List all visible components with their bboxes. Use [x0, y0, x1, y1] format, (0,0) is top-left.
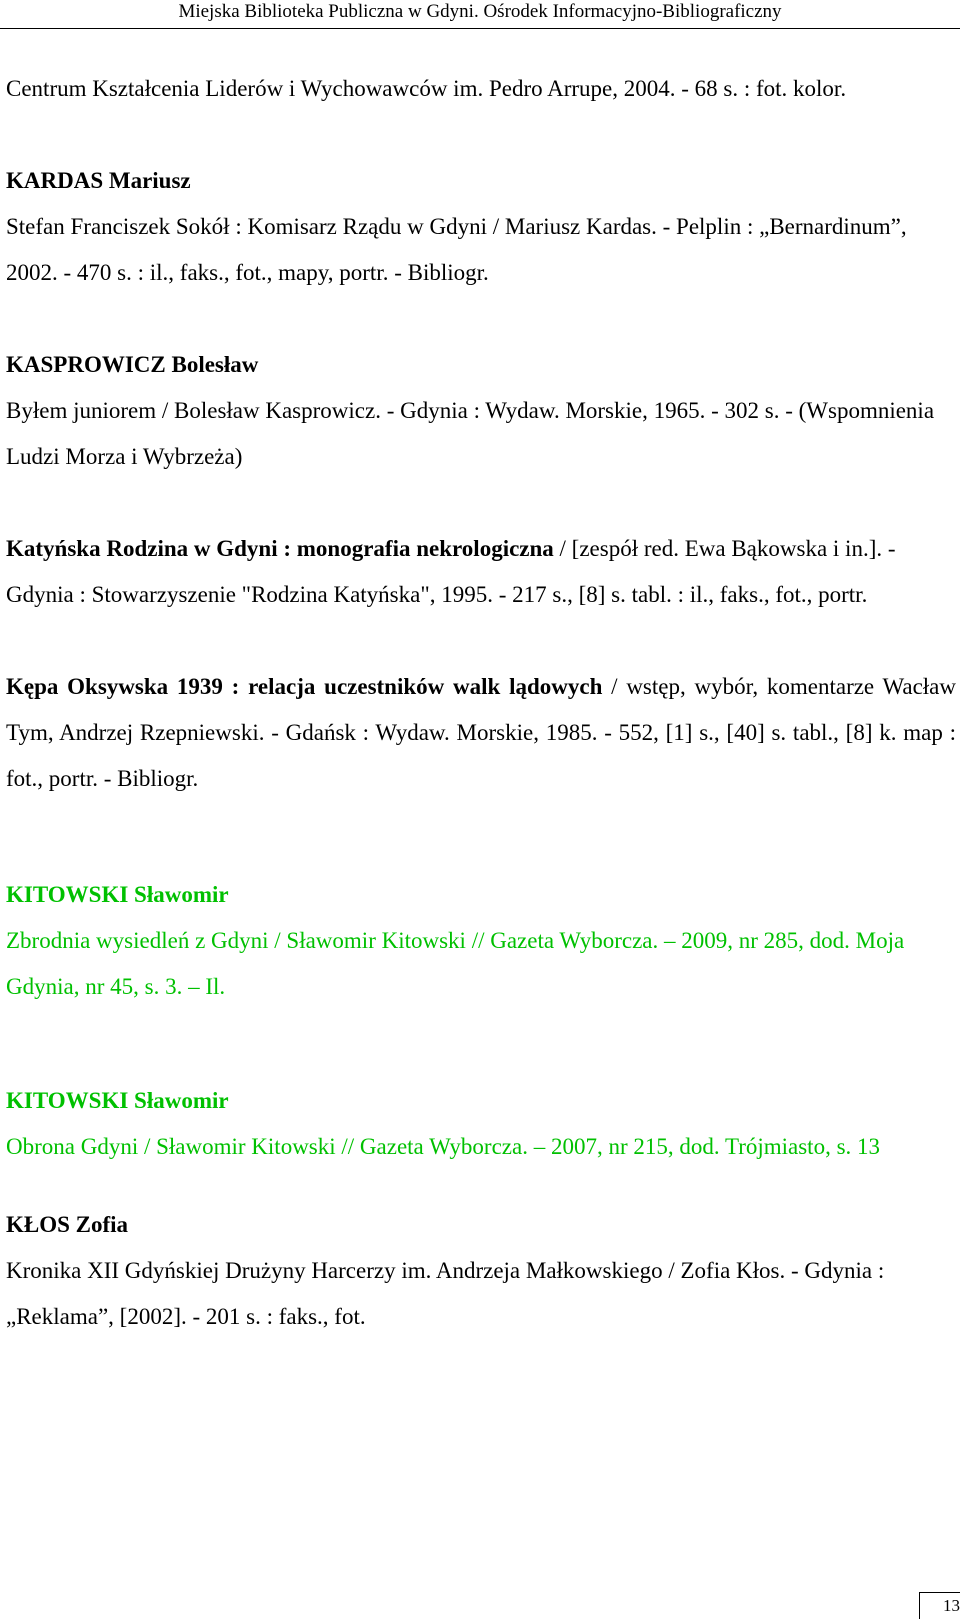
- bibliography-entry-katynska: [6, 526, 956, 618]
- entry-description: Obrona Gdyni / Sławomir Kitowski // Gazeta Wyborcza. – 2007, nr 215, dod. Trójmiasto, s. 13: [6, 1134, 881, 1159]
- page-number-text: 13: [943, 1596, 960, 1615]
- entry-author: KASPROWICZ Bolesław: [6, 352, 259, 377]
- bibliography-body: [6, 66, 956, 1340]
- entry-title: Kępa Oksywska 1939 : relacja uczestników walk lądowych: [6, 674, 603, 699]
- bibliography-entry-kepa: [6, 664, 956, 802]
- entry-author: KARDAS Mariusz: [6, 168, 191, 193]
- entry-title: Katyńska Rodzina w Gdyni : monografia nekrologiczna: [6, 536, 554, 561]
- entry-author: KITOWSKI Sławomir: [6, 1088, 229, 1113]
- bibliography-entry-kitowski-1: [6, 872, 956, 1010]
- entry-author: KITOWSKI Sławomir: [6, 882, 229, 907]
- entry-description: / [zespół red. Ewa Bąkowska i in.]. - Gdynia : Stowarzyszenie "Rodzina Katyńska", 1995. - 217 s., [8] s. tabl. : il., faks., fot., portr.: [6, 536, 896, 607]
- entry-description: Zbrodnia wysiedleń z Gdyni / Sławomir Kitowski // Gazeta Wyborcza. – 2009, nr 285, dod. Moja Gdynia, nr 45, s. 3. – Il.: [6, 928, 905, 999]
- bibliography-entry-continuation: [6, 66, 956, 112]
- page-number: [919, 1592, 960, 1619]
- entry-description: Byłem juniorem / Bolesław Kasprowicz. - Gdynia : Wydaw. Morskie, 1965. - 302 s. - (Wspomnienia Ludzi Morza i Wybrzeża): [6, 398, 935, 469]
- bibliography-entry-kardas: [6, 158, 956, 296]
- entry-description: / wstęp, wybór, komentarze Wacław Tym, Andrzej Rzepniewski. - Gdańsk : Wydaw. Morskie, 1985. - 552, [1] s., [40] s. tabl., [8] k. map : fot., portr. - Bibliogr.: [6, 674, 956, 791]
- entry-description: Centrum Kształcenia Liderów i Wychowawców im. Pedro Arrupe, 2004. - 68 s. : fot. kolor.: [6, 76, 847, 101]
- bibliography-entry-klos: [6, 1202, 956, 1340]
- entry-author: KŁOS Zofia: [6, 1212, 129, 1237]
- page-header: [0, 0, 960, 29]
- entry-description: Stefan Franciszek Sokół : Komisarz Rządu w Gdyni / Mariusz Kardas. - Pelplin : „Bernardinum”, 2002. - 470 s. : il., faks., fot., mapy, portr. - Bibliogr.: [6, 214, 907, 285]
- bibliography-entry-kitowski-2: [6, 1078, 956, 1170]
- header-text: Miejska Biblioteka Publiczna w Gdyni. Ośrodek Informacyjno-Bibliograficzny: [178, 1, 782, 22]
- entry-description: Kronika XII Gdyńskiej Drużyny Harcerzy im. Andrzeja Małkowskiego / Zofia Kłos. - Gdynia : „Reklama”, [2002]. - 201 s. : faks., fot.: [6, 1258, 885, 1329]
- bibliography-entry-kasprowicz: [6, 342, 956, 480]
